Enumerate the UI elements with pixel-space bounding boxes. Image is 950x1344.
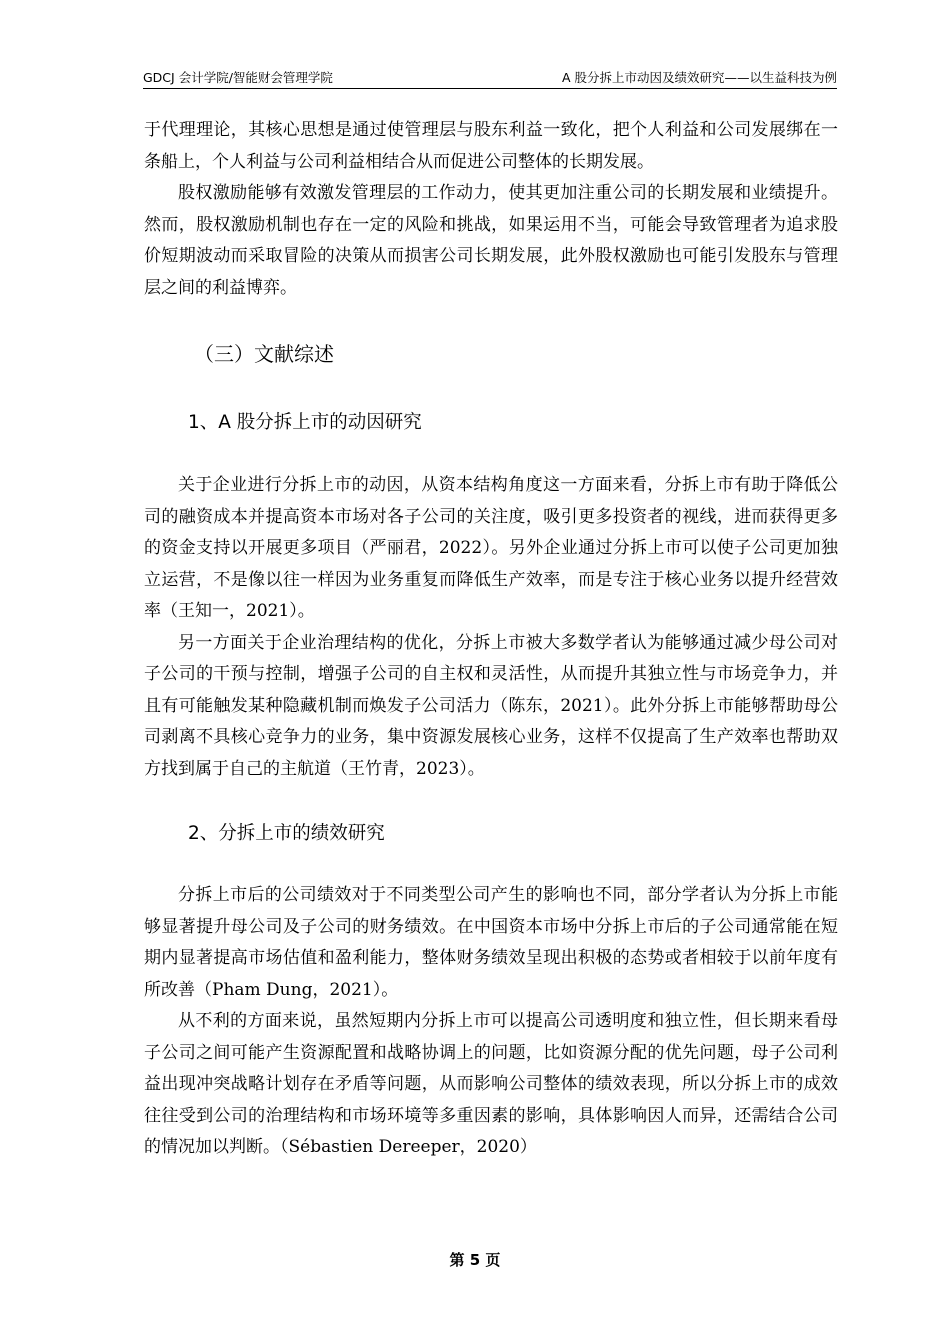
subsection-2-paragraph-1: 分拆上市后的公司绩效对于不同类型公司产生的影响也不同，部分学者认为分拆上市能够显著提升母公司及子公司的财务绩效。在中国资本市场中分拆上市后的子公司通常能在短期内显著提高市场估值和盈利能力，整体财务绩效呈现出积极的态势或者相较于以前年度有所改善（Pham Dung，2021）。 bbox=[144, 885, 838, 1000]
intro-paragraph-1: 于代理理论，其核心思想是通过使管理层与股东利益一致化，把个人利益和公司发展绑在一条船上，个人利益与公司利益相结合从而促进公司整体的长期发展。 bbox=[144, 120, 838, 172]
subsection-2-text bbox=[144, 880, 838, 1164]
intro-paragraph-2: 股权激励能够有效激发管理层的工作动力，使其更加注重公司的长期发展和业绩提升。然而，股权激励机制也存在一定的风险和挑战，如果运用不当，可能会导致管理者为追求股价短期波动而采取冒险的决策从而损害公司长期发展，此外股权激励也可能引发股东与管理层之间的利益博弈。 bbox=[144, 183, 838, 298]
subsection-heading-2: 2、分拆上市的绩效研究 bbox=[188, 823, 385, 844]
header-institution: GDCJ 会计学院/智能财会管理学院 bbox=[143, 70, 333, 85]
running-header bbox=[143, 68, 837, 88]
page-number: 第 5 页 bbox=[449, 1251, 501, 1269]
subsection-heading-1: 1、A 股分拆上市的动因研究 bbox=[188, 412, 422, 433]
subsection-1-text bbox=[144, 470, 838, 785]
section-heading: （三）文献综述 bbox=[194, 342, 334, 366]
subsection-1-paragraph-2: 另一方面关于企业治理结构的优化，分拆上市被大多数学者认为能够通过减少母公司对子公司的干预与控制，增强子公司的自主权和灵活性，从而提升其独立性与市场竞争力，并且有可能触发某种隐藏机制而焕发子公司活力（陈东，2021）。此外分拆上市能够帮助母公司剥离不具核心竞争力的业务，集中资源发展核心业务，这样不仅提高了生产效率也帮助双方找到属于自己的主航道（王竹青，2023）。 bbox=[144, 632, 838, 779]
subsection-1-paragraph-1: 关于企业进行分拆上市的动因，从资本结构角度这一方面来看，分拆上市有助于降低公司的融资成本并提高资本市场对各子公司的关注度，吸引更多投资者的视线，进而获得更多的资金支持以开展更多项目（严丽君，2022）。另外企业通过分拆上市可以使子公司更加独立运营，不是像以往一样因为业务重复而降低生产效率，而是专注于核心业务以提升经营效率（王知一，2021）。 bbox=[144, 475, 838, 621]
header-paper-title: A 股分拆上市动因及绩效研究——以生益科技为例 bbox=[561, 70, 837, 85]
header-divider bbox=[143, 88, 837, 89]
subsection-2-paragraph-2: 从不利的方面来说，虽然短期内分拆上市可以提高公司透明度和独立性，但长期来看母子公司之间可能产生资源配置和战略协调上的问题，比如资源分配的优先问题，母子公司利益出现冲突战略计划存在矛盾等问题，从而影响公司整体的绩效表现，所以分拆上市的成效往往受到公司的治理结构和市场环境等多重因素的影响，具体影响因人而异，还需结合公司的情况加以判断。（Sébastien Dereeper，2020） bbox=[144, 1011, 838, 1157]
intro-text bbox=[144, 115, 838, 304]
